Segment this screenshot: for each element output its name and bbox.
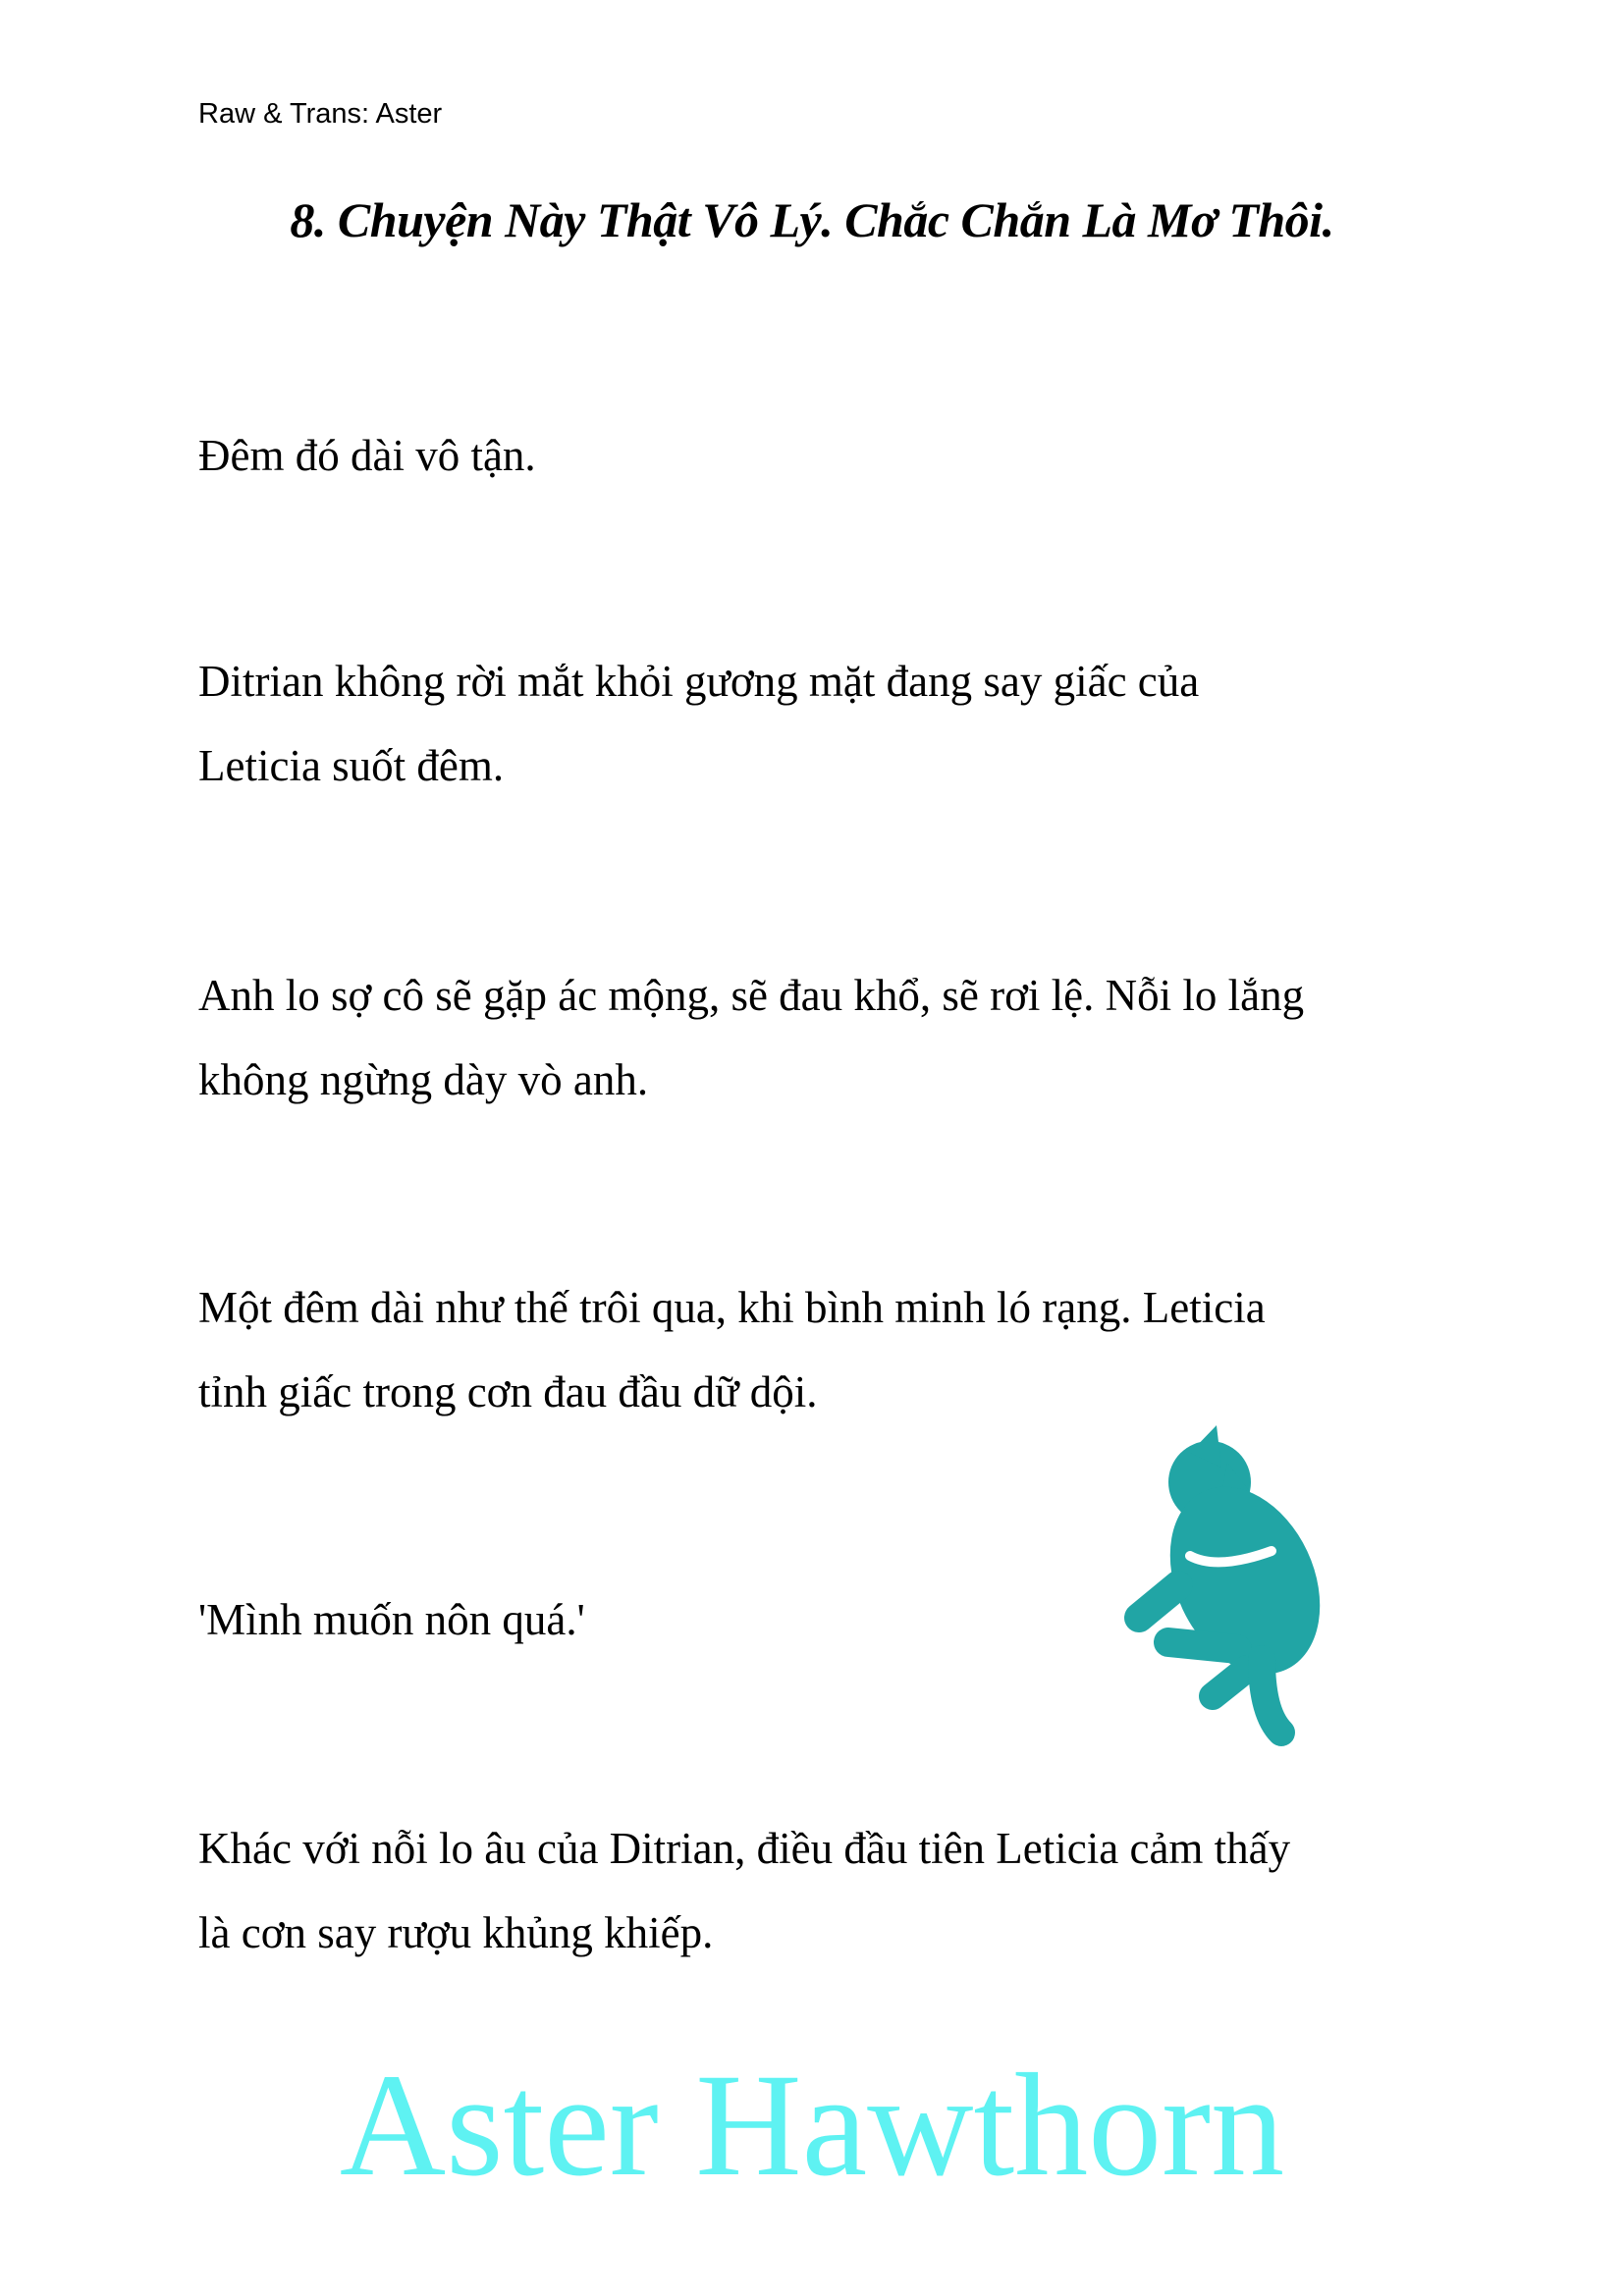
paragraph-line: là cơn say rượu khủng khiếp.	[198, 1908, 714, 1957]
paragraph-line: Ditrian không rời mắt khỏi gương mặt đang say giấc của	[198, 657, 1200, 706]
paragraph-line: Đêm đó dài vô tận.	[198, 431, 536, 480]
paragraph-line: Anh lo sợ cô sẽ gặp ác mộng, sẽ đau khổ, sẽ rơi lệ. Nỗi lo lắng	[198, 971, 1305, 1020]
watermark-text: Aster Hawthorn	[339, 2044, 1285, 2207]
paragraph-line: tỉnh giấc trong cơn đau đầu dữ dội.	[198, 1367, 818, 1416]
paragraph-line: Khác với nỗi lo âu của Ditrian, điều đầu tiên Leticia cảm thấy	[198, 1824, 1291, 1873]
translator-credit: Raw & Trans: Aster	[198, 98, 443, 130]
cat-logo-icon	[1119, 1414, 1345, 1757]
paragraph-line: không ngừng dày vò anh.	[198, 1055, 649, 1104]
paragraph-line: 'Mình muốn nôn quá.'	[198, 1595, 585, 1644]
chapter-title: 8. Chuyện Này Thật Vô Lý. Chắc Chắn Là Mơ Thôi.	[290, 192, 1334, 247]
paragraph-line: Leticia suốt đêm.	[198, 741, 505, 790]
paragraph-line: Một đêm dài như thế trôi qua, khi bình minh ló rạng. Leticia	[198, 1283, 1266, 1332]
